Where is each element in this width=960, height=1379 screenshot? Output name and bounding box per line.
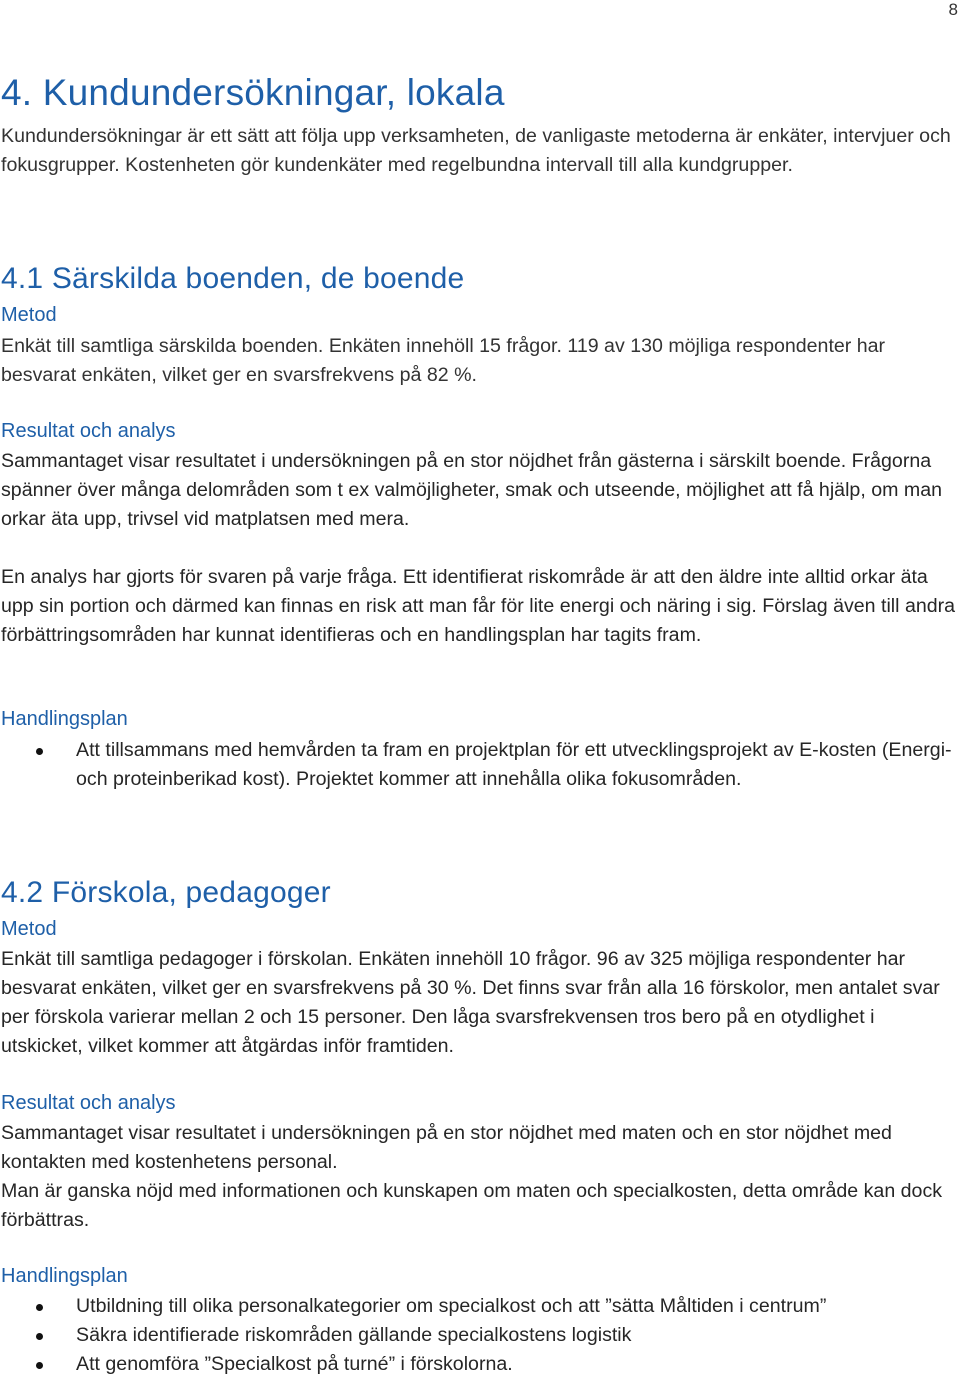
results-heading-4-1: Resultat och analys (1, 420, 176, 442)
plan-list-4-1 (0, 736, 958, 794)
subsection-heading-4-1: 4.1 Särskilda boenden, de boende (1, 262, 465, 295)
bullet-icon (36, 1362, 43, 1369)
method-heading-4-2: Metod (1, 918, 57, 940)
bullet-icon (36, 1333, 43, 1340)
results-heading-4-2: Resultat och analys (1, 1092, 176, 1114)
plan-item-text: Att tillsammans med hemvården ta fram en projektplan för ett utvecklingsprojekt av E-kosten (Energi-och proteinberikad kost). Projektet kommer att innehålla olika fokusområden. (76, 739, 952, 790)
plan-item (0, 1321, 958, 1350)
method-text-4-1: Enkät till samtliga särskilda boenden. Enkäten innehöll 15 frågor. 119 av 130 möjliga respondenter har besvarat enkäten, vilket ger en svarsfrekvens på 82 %. (1, 335, 886, 386)
bullet-icon (36, 1304, 43, 1311)
plan-item (0, 1292, 958, 1321)
results-paragraph-4-1a: Sammantaget visar resultatet i undersökningen på en stor nöjdhet från gästerna i särskilt boende. Frågorna spänner över många delområden som t ex valmöjligheter, smak och utseende, möjlighet att få hjälp, om man orkar äta upp, trivsel vid matplatsen med mera. (1, 450, 942, 530)
plan-list-4-2 (0, 1292, 958, 1379)
plan-item (0, 736, 958, 794)
plan-heading-4-1: Handlingsplan (1, 708, 128, 730)
method-text-4-2: Enkät till samtliga pedagoger i förskolan. Enkäten innehöll 10 frågor. 96 av 325 möjliga respondenter har besvarat enkäten, vilket ger en svarsfrekvens på 30 %. Det finns svar från alla 16 förskolor, men antalet svar per förskola varierar mellan 2 och 15 personer. Den låga svarsfrekvensen tros bero på en otydlighet i utskicket, vilket kommer att åtgärdas inför framtiden. (1, 948, 940, 1057)
section-intro: Kundundersökningar är ett sätt att följa upp verksamheten, de vanligaste metoderna är enkäter, intervjuer och fokusgrupper. Kostenheten gör kundenkäter med regelbundna intervall till alla kundgrupper. (1, 125, 951, 176)
plan-item (0, 1350, 958, 1379)
method-heading-4-1: Metod (1, 304, 57, 326)
subsection-heading-4-2: 4.2 Förskola, pedagoger (1, 876, 331, 909)
plan-heading-4-2: Handlingsplan (1, 1265, 128, 1287)
plan-item-text: Utbildning till olika personalkategorier om specialkost och att ”sätta Måltiden i centrum” (76, 1295, 827, 1317)
plan-item-text: Att genomföra ”Specialkost på turné” i förskolorna. (76, 1353, 513, 1375)
plan-item-text: Säkra identifierade riskområden gällande specialkostens logistik (76, 1324, 632, 1346)
results-paragraph-4-2a: Sammantaget visar resultatet i undersökningen på en stor nöjdhet med maten och en stor nöjdhet med kontakten med kostenhetens personal. (1, 1122, 892, 1173)
results-paragraph-4-1b: En analys har gjorts för svaren på varje fråga. Ett identifierat riskområde är att den äldre inte alltid orkar äta upp sin portion och därmed kan finnas en risk att man får för lite energi och näring i sig. Förslag även till andra förbättringsområden har kunnat identifieras och en handlingsplan har tagits fram. (1, 566, 956, 646)
section-heading: 4. Kundundersökningar, lokala (1, 72, 505, 113)
bullet-icon (36, 748, 43, 755)
page-number: 8 (948, 0, 958, 19)
results-paragraph-4-2b: Man är ganska nöjd med informationen och kunskapen om maten och specialkosten, detta område kan dock förbättras. (1, 1180, 943, 1231)
